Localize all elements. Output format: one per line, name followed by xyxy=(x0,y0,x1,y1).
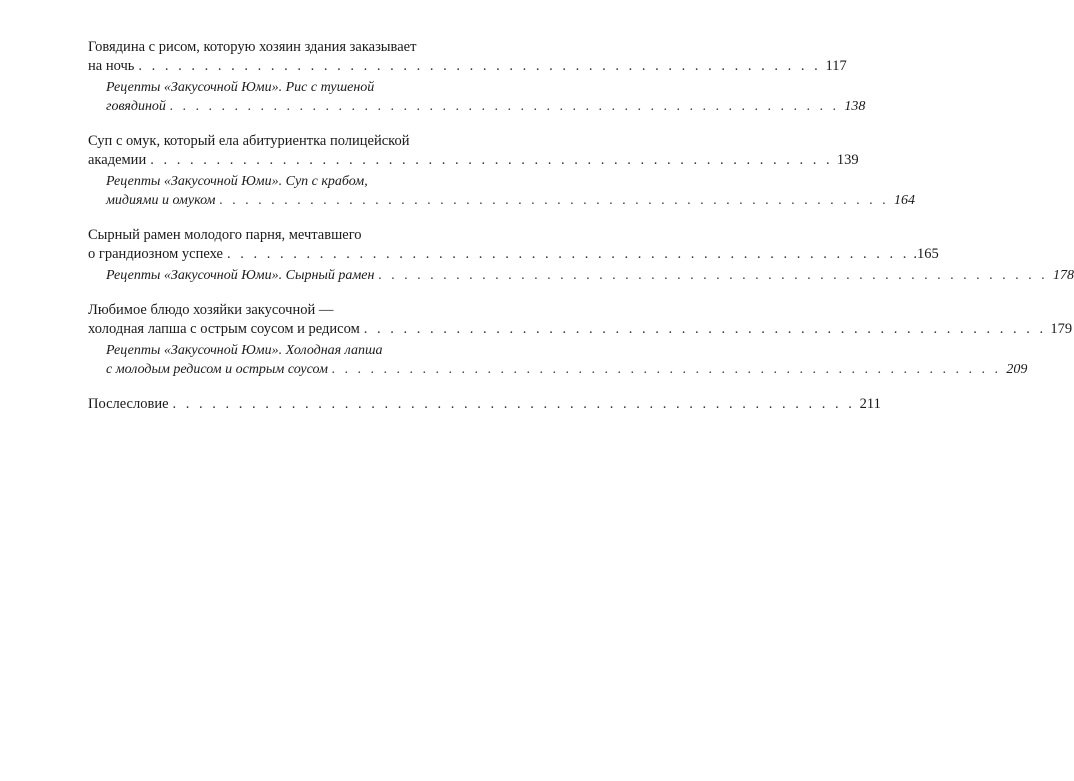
toc-subentry-last: говядиной xyxy=(106,99,166,114)
toc-subentry-page: 138 xyxy=(844,99,866,114)
toc-entry-page: 179 xyxy=(1050,321,1073,337)
toc-entry-title-last: Послесловие xyxy=(88,396,169,412)
toc-entry-title-last: о грандиозном успехе xyxy=(88,246,223,262)
toc-entry-title-last: на ночь xyxy=(88,58,135,74)
toc-subentry xyxy=(106,341,1028,379)
toc-entry xyxy=(88,132,915,210)
table-of-contents xyxy=(88,38,1074,430)
toc-subentry-page: 209 xyxy=(1006,362,1028,377)
toc-entry-title-last: холодная лапша с острым соусом и редисом xyxy=(88,321,360,337)
dot-leader: . . . . . . . . . . . . . . . . . . . . . . . . . . . . . . . . . . . . . . . . . . . . . . . . . . . . xyxy=(150,152,833,168)
toc-subentry-page: 178 xyxy=(1052,268,1074,283)
toc-subentry-leader xyxy=(106,266,1074,285)
toc-subentry-line: Рецепты «Закусочной Юми». Суп с крабом, xyxy=(106,174,368,189)
toc-entry-title-line: Любимое блюдо хозяйки закусочной — xyxy=(88,302,334,318)
dot-leader: . . . . . . . . . . . . . . . . . . . . . . . . . . . . . . . . . . . . . . . . . . . . . . . . . . . . xyxy=(169,99,840,114)
toc-entry xyxy=(88,226,1074,285)
toc-entry-page: 139 xyxy=(836,152,859,168)
toc-subentry xyxy=(106,172,915,210)
dot-leader: . . . . . . . . . . . . . . . . . . . . . . . . . . . . . . . . . . . . . . . . . . . . . . . . . . . . xyxy=(219,193,889,208)
toc-entry-page: 117 xyxy=(825,58,847,74)
dot-leader: . . . . . . . . . . . . . . . . . . . . . . . . . . . . . . . . . . . . . . . . . . . . . . . . . . . . xyxy=(172,396,855,412)
toc-entry-page: .165 xyxy=(913,246,939,262)
toc-entry-title-leader xyxy=(88,57,847,76)
toc-entry-title-leader xyxy=(88,320,1073,339)
toc-subentry-last: мидиями и омуком xyxy=(106,193,216,208)
dot-leader: . . . . . . . . . . . . . . . . . . . . . . . . . . . . . . . . . . . . . . . . . . . . . . . . . . . . xyxy=(378,268,1048,283)
toc-subentry-leader xyxy=(106,360,1028,379)
toc-subentry-line: Рецепты «Закусочной Юми». Рис с тушеной xyxy=(106,80,375,95)
toc-entry xyxy=(88,38,866,116)
toc-entry-page: 211 xyxy=(859,396,881,412)
toc-subentry-last: Рецепты «Закусочной Юми». Сырный рамен xyxy=(106,268,375,283)
toc-entry-title-last: академии xyxy=(88,152,147,168)
toc-subentry-leader xyxy=(106,191,915,210)
toc-entry xyxy=(88,301,1073,379)
toc-subentry-page: 164 xyxy=(894,193,915,208)
toc-subentry-leader xyxy=(106,97,866,116)
toc-subentry xyxy=(106,78,866,116)
dot-leader: . . . . . . . . . . . . . . . . . . . . . . . . . . . . . . . . . . . . . . . . . . . . . . . . . . . . xyxy=(226,246,910,262)
toc-entry-title-line: Сырный рамен молодого парня, мечтавшего xyxy=(88,227,362,243)
toc-subentry xyxy=(106,266,1074,285)
toc-entry xyxy=(88,395,881,414)
toc-subentry-line: Рецепты «Закусочной Юми». Холодная лапша xyxy=(106,343,383,358)
toc-entry-title-line: Говядина с рисом, которую хозяин здания заказывает xyxy=(88,39,417,55)
dot-leader: . . . . . . . . . . . . . . . . . . . . . . . . . . . . . . . . . . . . . . . . . . . . . . . . . . . . xyxy=(138,58,821,74)
dot-leader: . . . . . . . . . . . . . . . . . . . . . . . . . . . . . . . . . . . . . . . . . . . . . . . . . . . . xyxy=(331,362,1002,377)
dot-leader: . . . . . . . . . . . . . . . . . . . . . . . . . . . . . . . . . . . . . . . . . . . . . . . . . . . . xyxy=(363,321,1047,337)
toc-subentry-last: с молодым редисом и острым соусом xyxy=(106,362,328,377)
toc-entry-title-line: Суп с омук, который ела абитуриентка полицейской xyxy=(88,133,410,149)
toc-entry-title-leader xyxy=(88,151,859,170)
toc-entry-title-leader xyxy=(88,395,881,414)
toc-entry-title-leader xyxy=(88,245,939,264)
